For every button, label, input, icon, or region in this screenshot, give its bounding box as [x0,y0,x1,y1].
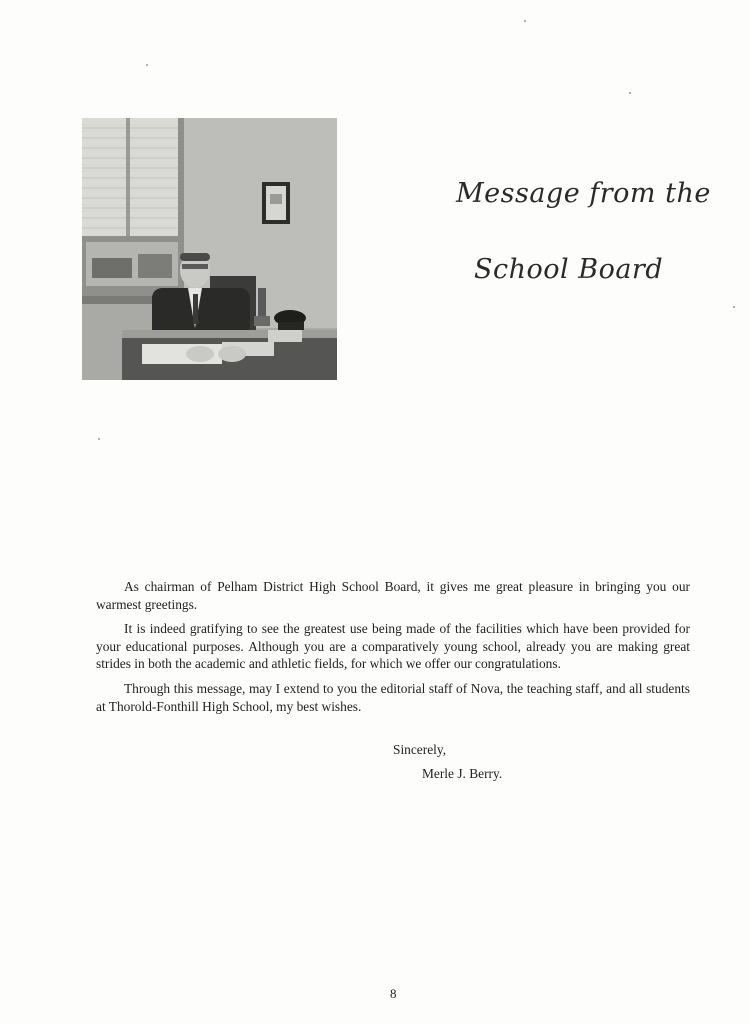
paragraph-2: It is indeed gratifying to see the greatest use being made of the facilities which have been provided for your educational purposes. Although you are a comparatively young school, already you are making great strides in both the academic and athletic fields, for which we offer our congratulations. [96,621,690,672]
print-speck [146,64,148,66]
closing-block [393,742,503,781]
print-speck [629,92,631,94]
heading-line-2: School Board [474,254,664,285]
signature: Merle J. Berry. [422,766,503,781]
print-speck [524,20,526,22]
heading-line-1: Message from the [456,178,711,209]
message-body [96,578,690,722]
paragraph-1: As chairman of Pelham District High School Board, it gives me great pleasure in bringing you our warmest greetings. [96,579,690,612]
print-speck [733,306,735,308]
print-speck [98,438,100,440]
paragraph-3: Through this message, may I extend to you the editorial staff of Nova, the teaching staff, and all students at Thorold-Fonthill High School, my best wishes. [96,680,690,714]
page-number: 8 [390,986,397,1001]
salutation: Sincerely, [393,742,447,757]
chairman-photo [82,118,337,380]
portrait-photo-icon [82,118,337,380]
